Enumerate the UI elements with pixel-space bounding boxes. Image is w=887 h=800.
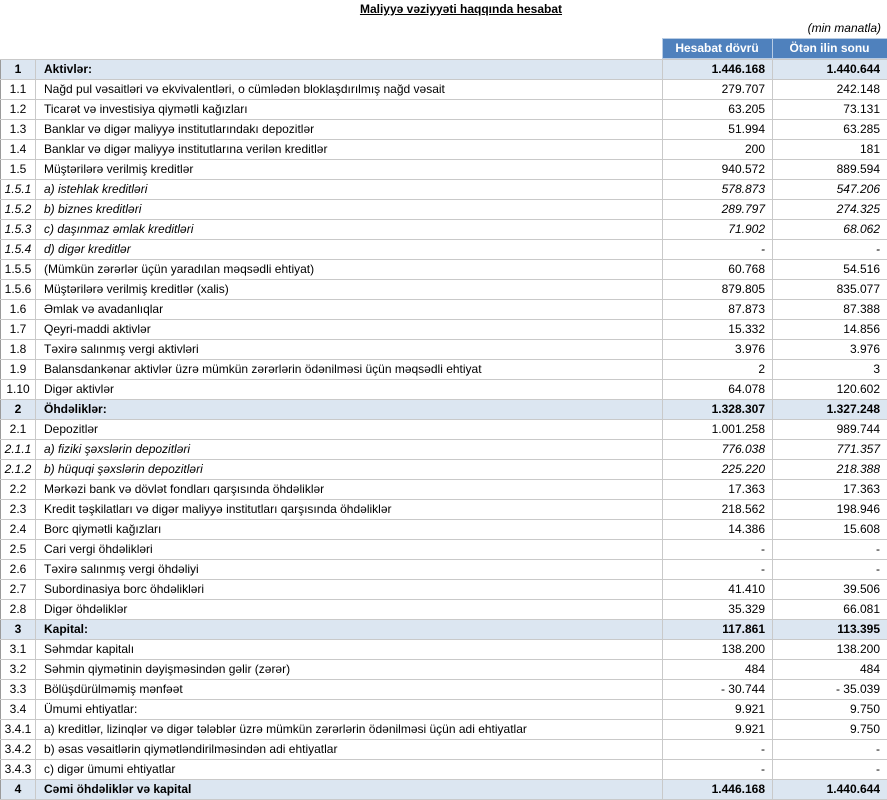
row-code: 1.5.3 — [1, 220, 36, 240]
row-description: Səhmin qiymətinin dəyişməsindən gəlir (zərər) — [36, 660, 663, 680]
table-row — [1, 320, 887, 340]
row-code: 1.5.6 — [1, 280, 36, 300]
row-value-previous: 989.744 — [773, 420, 887, 440]
row-description: Cari vergi öhdəlikləri — [36, 540, 663, 560]
row-description: Kredit təşkilatları və digər maliyyə institutları qarşısında öhdəliklər — [36, 500, 663, 520]
row-description: a) kreditlər, lizinqlər və digər tələblər üzrə mümkün zərərlərin ödənilməsi üçün adi ehtiyatlar — [36, 720, 663, 740]
row-value-current: 71.902 — [663, 220, 773, 240]
title-spacer — [0, 0, 35, 19]
row-value-current: 1.446.168 — [663, 780, 773, 800]
row-code: 2.5 — [1, 540, 36, 560]
table-row — [1, 640, 887, 660]
row-value-previous: 68.062 — [773, 220, 887, 240]
table-row — [1, 200, 887, 220]
row-code: 2.2 — [1, 480, 36, 500]
row-code: 3.4 — [1, 700, 36, 720]
row-value-current: 63.205 — [663, 100, 773, 120]
row-description: b) biznes kreditləri — [36, 200, 663, 220]
row-value-previous: 15.608 — [773, 520, 887, 540]
row-value-current: 2 — [663, 360, 773, 380]
header-description-blank — [35, 39, 662, 59]
row-value-current: 3.976 — [663, 340, 773, 360]
row-value-current: 279.707 — [663, 80, 773, 100]
page-title: Maliyyə vəziyyəti haqqında hesabat — [35, 0, 887, 19]
row-value-previous: 73.131 — [773, 100, 887, 120]
row-code: 4 — [1, 780, 36, 800]
row-description: Öhdəliklər: — [36, 400, 663, 420]
table-row — [1, 560, 887, 580]
row-value-current: - — [663, 560, 773, 580]
row-code: 3 — [1, 620, 36, 640]
row-value-current: - 30.744 — [663, 680, 773, 700]
row-code: 1.10 — [1, 380, 36, 400]
table-row — [1, 460, 887, 480]
row-code: 1.7 — [1, 320, 36, 340]
row-value-current: - — [663, 540, 773, 560]
row-code: 2.1.2 — [1, 460, 36, 480]
row-value-previous: - — [773, 760, 887, 780]
row-description: Kapital: — [36, 620, 663, 640]
table-row — [1, 620, 887, 640]
row-value-previous: 63.285 — [773, 120, 887, 140]
row-description: d) digər kreditlər — [36, 240, 663, 260]
row-description: b) əsas vəsaitlərin qiymətləndirilməsindən adi ehtiyatlar — [36, 740, 663, 760]
row-description: Müştərilərə verilmiş kreditlər — [36, 160, 663, 180]
row-value-current: 87.873 — [663, 300, 773, 320]
row-value-previous: 39.506 — [773, 580, 887, 600]
row-code: 3.4.3 — [1, 760, 36, 780]
row-value-previous: - — [773, 740, 887, 760]
table-row — [1, 780, 887, 800]
row-value-previous: 113.395 — [773, 620, 887, 640]
row-description: Müştərilərə verilmiş kreditlər (xalis) — [36, 280, 663, 300]
row-value-previous: 9.750 — [773, 720, 887, 740]
table-row — [1, 680, 887, 700]
row-value-current: - — [663, 760, 773, 780]
row-value-previous: 14.856 — [773, 320, 887, 340]
row-value-previous: 3.976 — [773, 340, 887, 360]
row-value-current: 578.873 — [663, 180, 773, 200]
table-row — [1, 180, 887, 200]
row-description: c) digər ümumi ehtiyatlar — [36, 760, 663, 780]
row-value-previous: 484 — [773, 660, 887, 680]
row-code: 3.4.2 — [1, 740, 36, 760]
row-value-previous: - — [773, 240, 887, 260]
row-code: 1.5.2 — [1, 200, 36, 220]
row-value-previous: 274.325 — [773, 200, 887, 220]
table-row — [1, 480, 887, 500]
row-description: Cəmi öhdəliklər və kapital — [36, 780, 663, 800]
header-current-period: Hesabat dövrü — [662, 39, 772, 59]
row-value-current: 225.220 — [663, 460, 773, 480]
row-value-previous: - — [773, 540, 887, 560]
row-code: 1 — [1, 60, 36, 80]
row-value-current: 1.446.168 — [663, 60, 773, 80]
row-value-previous: 242.148 — [773, 80, 887, 100]
row-value-current: 64.078 — [663, 380, 773, 400]
table-row — [1, 720, 887, 740]
table-row — [1, 380, 887, 400]
row-value-current: 289.797 — [663, 200, 773, 220]
row-description: Banklar və digər maliyyə institutlarına verilən kreditlər — [36, 140, 663, 160]
row-value-current: 14.386 — [663, 520, 773, 540]
row-value-current: 9.921 — [663, 700, 773, 720]
row-value-current: 15.332 — [663, 320, 773, 340]
financial-rows — [0, 59, 887, 800]
row-code: 3.3 — [1, 680, 36, 700]
row-value-previous: 198.946 — [773, 500, 887, 520]
row-code: 1.3 — [1, 120, 36, 140]
row-code: 1.2 — [1, 100, 36, 120]
row-value-previous: 66.081 — [773, 600, 887, 620]
row-code: 2.4 — [1, 520, 36, 540]
row-code: 1.5 — [1, 160, 36, 180]
row-description: Qeyri-maddi aktivlər — [36, 320, 663, 340]
row-code: 2.3 — [1, 500, 36, 520]
table-row — [1, 600, 887, 620]
row-value-current: 17.363 — [663, 480, 773, 500]
row-code: 2.1.1 — [1, 440, 36, 460]
row-value-current: 138.200 — [663, 640, 773, 660]
row-description: a) fiziki şəxslərin depozitləri — [36, 440, 663, 460]
units-spacer-left — [0, 19, 35, 39]
table-row — [1, 120, 887, 140]
row-value-previous: 138.200 — [773, 640, 887, 660]
table-row — [1, 280, 887, 300]
header-previous-year-end: Ötən ilin sonu — [772, 39, 887, 59]
row-description: Digər aktivlər — [36, 380, 663, 400]
row-code: 2.7 — [1, 580, 36, 600]
units-spacer-mid — [35, 19, 662, 39]
title-row — [0, 0, 887, 19]
row-value-previous: 17.363 — [773, 480, 887, 500]
row-value-current: - — [663, 740, 773, 760]
row-value-current: 879.805 — [663, 280, 773, 300]
table-row — [1, 140, 887, 160]
row-code: 1.5.4 — [1, 240, 36, 260]
header-code-blank — [0, 39, 35, 59]
row-description: Ticarət və investisiya qiymətli kağızları — [36, 100, 663, 120]
row-description: Mərkəzi bank və dövlət fondları qarşısında öhdəliklər — [36, 480, 663, 500]
table-row — [1, 660, 887, 680]
table-row — [1, 300, 887, 320]
row-value-previous: 1.327.248 — [773, 400, 887, 420]
table-row — [1, 400, 887, 420]
row-description: Borc qiymətli kağızları — [36, 520, 663, 540]
table-row — [1, 60, 887, 80]
row-value-previous: 9.750 — [773, 700, 887, 720]
row-description: Ümumi ehtiyatlar: — [36, 700, 663, 720]
row-value-current: 117.861 — [663, 620, 773, 640]
row-value-previous: 1.440.644 — [773, 780, 887, 800]
row-description: Digər öhdəliklər — [36, 600, 663, 620]
row-value-previous: 889.594 — [773, 160, 887, 180]
row-value-current: 776.038 — [663, 440, 773, 460]
row-description: Təxirə salınmış vergi aktivləri — [36, 340, 663, 360]
row-description: Əmlak və avadanlıqlar — [36, 300, 663, 320]
row-value-current: 41.410 — [663, 580, 773, 600]
row-value-current: 51.994 — [663, 120, 773, 140]
table-row — [1, 540, 887, 560]
table-row — [1, 500, 887, 520]
row-code: 1.9 — [1, 360, 36, 380]
row-value-previous: 835.077 — [773, 280, 887, 300]
row-description: b) hüquqi şəxslərin depozitləri — [36, 460, 663, 480]
row-code: 1.8 — [1, 340, 36, 360]
row-description: Aktivlər: — [36, 60, 663, 80]
row-description: Subordinasiya borc öhdəlikləri — [36, 580, 663, 600]
table-row — [1, 520, 887, 540]
units-row — [0, 19, 887, 39]
table-row — [1, 440, 887, 460]
table-row — [1, 420, 887, 440]
row-value-current: 9.921 — [663, 720, 773, 740]
row-description: a) istehlak kreditləri — [36, 180, 663, 200]
row-code: 3.4.1 — [1, 720, 36, 740]
table-row — [1, 360, 887, 380]
table-row — [1, 260, 887, 280]
financial-statement-table — [0, 0, 887, 59]
column-header-row — [0, 39, 887, 59]
table-row — [1, 340, 887, 360]
row-code: 3.1 — [1, 640, 36, 660]
row-description: Banklar və digər maliyyə institutlarındakı depozitlər — [36, 120, 663, 140]
row-value-current: 940.572 — [663, 160, 773, 180]
row-description: Bölüşdürülməmiş mənfəət — [36, 680, 663, 700]
units-note: (min manatla) — [662, 19, 887, 39]
row-value-previous: - 35.039 — [773, 680, 887, 700]
table-row — [1, 240, 887, 260]
row-description: c) daşınmaz əmlak kreditləri — [36, 220, 663, 240]
row-code: 1.1 — [1, 80, 36, 100]
row-code: 2.1 — [1, 420, 36, 440]
row-value-previous: 54.516 — [773, 260, 887, 280]
row-value-current: 1.001.258 — [663, 420, 773, 440]
row-code: 1.4 — [1, 140, 36, 160]
row-code: 2 — [1, 400, 36, 420]
table-row — [1, 100, 887, 120]
row-description: Nağd pul vəsaitləri və ekvivalentləri, o cümlədən bloklaşdırılmış nağd vəsait — [36, 80, 663, 100]
row-code: 1.5.5 — [1, 260, 36, 280]
row-value-previous: 771.357 — [773, 440, 887, 460]
row-value-previous: 87.388 — [773, 300, 887, 320]
row-description: Təxirə salınmış vergi öhdəliyi — [36, 560, 663, 580]
table-row — [1, 220, 887, 240]
row-code: 1.6 — [1, 300, 36, 320]
table-row — [1, 700, 887, 720]
row-value-previous: 120.602 — [773, 380, 887, 400]
table-row — [1, 580, 887, 600]
table-row — [1, 80, 887, 100]
table-row — [1, 760, 887, 780]
row-value-current: 60.768 — [663, 260, 773, 280]
row-description: Depozitlər — [36, 420, 663, 440]
row-code: 3.2 — [1, 660, 36, 680]
row-value-previous: 1.440.644 — [773, 60, 887, 80]
table-row — [1, 740, 887, 760]
row-value-current: 35.329 — [663, 600, 773, 620]
row-value-current: 484 — [663, 660, 773, 680]
row-code: 2.8 — [1, 600, 36, 620]
row-description: Səhmdar kapitalı — [36, 640, 663, 660]
row-value-current: - — [663, 240, 773, 260]
row-value-previous: - — [773, 560, 887, 580]
row-code: 1.5.1 — [1, 180, 36, 200]
row-code: 2.6 — [1, 560, 36, 580]
row-value-current: 200 — [663, 140, 773, 160]
row-value-previous: 218.388 — [773, 460, 887, 480]
row-value-previous: 3 — [773, 360, 887, 380]
row-value-current: 218.562 — [663, 500, 773, 520]
row-value-previous: 547.206 — [773, 180, 887, 200]
row-value-current: 1.328.307 — [663, 400, 773, 420]
row-description: (Mümkün zərərlər üçün yaradılan məqsədli ehtiyat) — [36, 260, 663, 280]
row-description: Balansdankənar aktivlər üzrə mümkün zərərlərin ödənilməsi üçün məqsədli ehtiyat — [36, 360, 663, 380]
table-row — [1, 160, 887, 180]
row-value-previous: 181 — [773, 140, 887, 160]
